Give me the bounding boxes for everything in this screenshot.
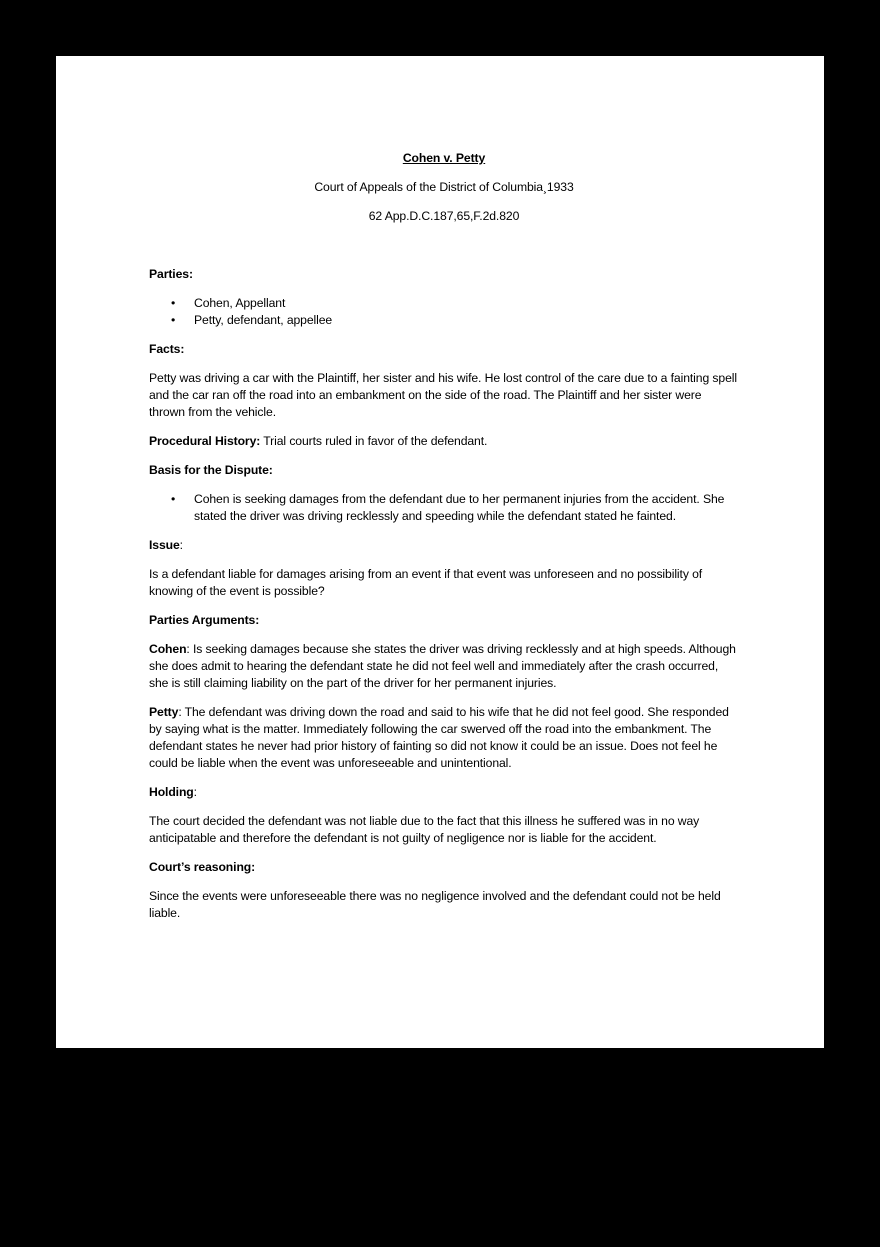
party-appellant: Cohen, Appellant bbox=[194, 296, 286, 310]
issue-colon: : bbox=[179, 538, 183, 552]
list-item bbox=[149, 295, 739, 312]
list-item bbox=[149, 312, 739, 329]
basis-text: Cohen is seeking damages from the defendant due to her permanent injuries from the accident. She stated the driver was driving recklessly and speeding while the defendant stated he fainted. bbox=[194, 492, 725, 523]
issue-heading: Issue bbox=[149, 538, 180, 552]
parties-list bbox=[149, 295, 739, 329]
document-body bbox=[149, 150, 739, 934]
arguments-heading: Parties Arguments: bbox=[149, 613, 260, 627]
document-page bbox=[56, 56, 824, 1048]
parties-heading: Parties: bbox=[149, 267, 193, 281]
procedural-history-text: Trial courts ruled in favor of the defendant. bbox=[260, 434, 488, 448]
facts-text: Petty was driving a car with the Plaintiff, her sister and his wife. He lost control of the care due to a fainting spell and the car ran off the road into an embankment on the side of the road. The Plaintiff and her sister were thrown from the vehicle. bbox=[149, 371, 737, 419]
procedural-history bbox=[149, 433, 739, 450]
issue-text: Is a defendant liable for damages arising from an event if that event was unforeseen and no possibility of knowing of the event is possible? bbox=[149, 567, 703, 598]
petty-argument-text: : The defendant was driving down the road and said to his wife that he did not feel good. She responded by saying what is the matter. Immediately following the car swerved off the road into the embankment. The defendant states he never had prior history of fainting so did not know it could be an issue. Does not feel he could be liable when the event was unforeseeable and unintentional. bbox=[149, 705, 729, 770]
holding-colon: : bbox=[193, 785, 197, 799]
facts-heading: Facts: bbox=[149, 342, 185, 356]
basis-list bbox=[149, 491, 739, 525]
holding-heading-line bbox=[149, 784, 739, 801]
court-name: Court of Appeals of the District of Columbia¸1933 bbox=[314, 180, 574, 194]
bullet-icon: • bbox=[171, 492, 176, 506]
basis-heading: Basis for the Dispute: bbox=[149, 463, 273, 477]
reasoning-text: Since the events were unforeseeable there was no negligence involved and the defendant could not be held liable. bbox=[149, 889, 721, 920]
holding-heading: Holding bbox=[149, 785, 194, 799]
cohen-argument bbox=[149, 641, 739, 692]
issue-heading-line bbox=[149, 537, 739, 554]
procedural-history-heading: Procedural History: bbox=[149, 434, 261, 448]
party-appellee: Petty, defendant, appellee bbox=[194, 313, 333, 327]
cohen-label: Cohen bbox=[149, 642, 187, 656]
bullet-icon: • bbox=[171, 296, 176, 310]
case-title: Cohen v. Petty bbox=[402, 151, 486, 165]
list-item bbox=[149, 491, 739, 525]
cohen-argument-text: : Is seeking damages because she states the driver was driving recklessly and at high speeds. Although she does admit to hearing the defendant state he did not feel well and immediately after the crash occurred, she is still claiming liability on the part of the driver for her permanent injuries. bbox=[149, 642, 736, 690]
case-citation: 62 App.D.C.187,65,F.2d.820 bbox=[368, 209, 520, 223]
reasoning-heading: Court’s reasoning: bbox=[149, 860, 256, 874]
bullet-icon: • bbox=[171, 313, 176, 327]
petty-argument bbox=[149, 704, 739, 772]
petty-label: Petty bbox=[149, 705, 179, 719]
holding-text: The court decided the defendant was not liable due to the fact that this illness he suffered was in no way anticipatable and therefore the defendant is not guilty of negligence nor is liable for the accident. bbox=[149, 814, 700, 845]
